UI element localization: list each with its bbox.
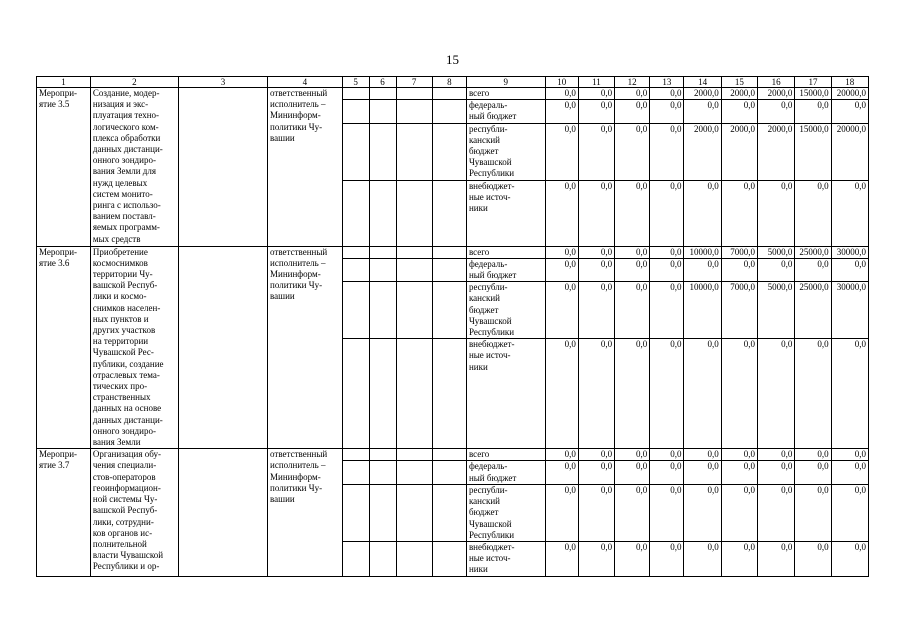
budget-value: 0,0	[615, 541, 650, 576]
column-number: 12	[615, 77, 650, 88]
budget-value: 0,0	[578, 246, 614, 258]
budget-value: 7000,0	[721, 246, 757, 258]
table-row	[37, 246, 869, 258]
budget-value: 0,0	[721, 339, 757, 449]
column-number: 13	[650, 77, 684, 88]
budget-value: 0,0	[545, 339, 578, 449]
column-number: 10	[545, 77, 578, 88]
empty-cell	[342, 339, 369, 449]
empty-cell	[432, 123, 466, 180]
budget-value: 0,0	[831, 484, 868, 541]
empty-cell	[369, 461, 396, 484]
budget-value: 0,0	[795, 100, 831, 123]
budget-value: 7000,0	[721, 282, 757, 339]
funding-source: внебюджет- ные источ- ники	[466, 541, 545, 576]
empty-cell	[432, 449, 466, 461]
budget-value: 0,0	[684, 449, 721, 461]
budget-value: 0,0	[578, 88, 614, 100]
empty-cell	[178, 449, 267, 576]
budget-value: 2000,0	[758, 88, 795, 100]
funding-source: федераль- ный бюджет	[466, 100, 545, 123]
empty-cell	[342, 282, 369, 339]
funding-source: внебюджет- ные источ- ники	[466, 339, 545, 449]
budget-value: 0,0	[650, 339, 684, 449]
column-number: 11	[578, 77, 614, 88]
budget-value: 0,0	[795, 541, 831, 576]
budget-table	[36, 76, 869, 577]
budget-value: 0,0	[684, 339, 721, 449]
budget-value: 30000,0	[831, 246, 868, 258]
budget-value: 0,0	[545, 484, 578, 541]
budget-value: 0,0	[758, 484, 795, 541]
budget-value: 0,0	[578, 282, 614, 339]
empty-cell	[432, 180, 466, 246]
event-label: Меропри- ятие 3.5	[37, 88, 91, 247]
budget-value: 0,0	[545, 246, 578, 258]
budget-value: 0,0	[758, 258, 795, 281]
budget-value: 0,0	[545, 100, 578, 123]
empty-cell	[342, 180, 369, 246]
budget-value: 0,0	[650, 449, 684, 461]
budget-value: 5000,0	[758, 246, 795, 258]
budget-value: 0,0	[650, 100, 684, 123]
budget-value: 10000,0	[684, 246, 721, 258]
budget-value: 0,0	[578, 484, 614, 541]
budget-value: 0,0	[545, 123, 578, 180]
budget-value: 25000,0	[795, 282, 831, 339]
funding-source: республи- канский бюджет Чувашской Республики	[466, 282, 545, 339]
empty-cell	[396, 246, 432, 258]
empty-cell	[432, 461, 466, 484]
empty-cell	[342, 123, 369, 180]
empty-cell	[432, 100, 466, 123]
budget-value: 5000,0	[758, 282, 795, 339]
budget-value: 0,0	[545, 258, 578, 281]
column-number: 6	[369, 77, 396, 88]
empty-cell	[432, 541, 466, 576]
budget-value: 0,0	[684, 461, 721, 484]
empty-cell	[396, 461, 432, 484]
event-executor: ответственный исполнитель – Мининформ- политики Чу- вашии	[268, 449, 343, 576]
empty-cell	[396, 258, 432, 281]
budget-value: 0,0	[650, 123, 684, 180]
event-description: Создание, модер- низация и экс- плуатация техно- логического ком- плекса обработки данных дистанци- онного зондиро- вания Земли для нужд целевых систем монито- ринга с использо- ванием поставл- яемых программ- мых средств	[90, 88, 178, 247]
budget-value: 0,0	[758, 541, 795, 576]
budget-value: 2000,0	[684, 88, 721, 100]
budget-value: 0,0	[650, 461, 684, 484]
empty-cell	[369, 258, 396, 281]
budget-value: 0,0	[578, 100, 614, 123]
budget-value: 0,0	[545, 180, 578, 246]
budget-value: 0,0	[721, 484, 757, 541]
budget-value: 2000,0	[721, 123, 757, 180]
budget-value: 0,0	[795, 449, 831, 461]
budget-value: 0,0	[684, 258, 721, 281]
budget-value: 0,0	[578, 258, 614, 281]
budget-value: 0,0	[684, 180, 721, 246]
budget-value: 0,0	[545, 461, 578, 484]
empty-cell	[369, 484, 396, 541]
funding-source: всего	[466, 246, 545, 258]
column-number: 18	[831, 77, 868, 88]
budget-value: 0,0	[721, 258, 757, 281]
column-number: 15	[721, 77, 757, 88]
empty-cell	[369, 541, 396, 576]
budget-value: 0,0	[721, 449, 757, 461]
page-number: 15	[446, 52, 459, 67]
empty-cell	[396, 88, 432, 100]
empty-cell	[432, 484, 466, 541]
event-description: Организация обу- чения специали- стов-операторов геоинформацион- ной системы Чу- вашской Респуб- лики, сотрудни- ков органов ис- полнительной власти Чувашской Республики и ор-	[90, 449, 178, 576]
budget-value: 0,0	[615, 123, 650, 180]
budget-value: 0,0	[650, 180, 684, 246]
column-number: 8	[432, 77, 466, 88]
column-number: 4	[268, 77, 343, 88]
funding-source: федераль- ный бюджет	[466, 461, 545, 484]
budget-value: 0,0	[545, 88, 578, 100]
empty-cell	[369, 100, 396, 123]
budget-value: 0,0	[758, 100, 795, 123]
funding-source: республи- канский бюджет Чувашской Республики	[466, 484, 545, 541]
empty-cell	[342, 258, 369, 281]
empty-cell	[396, 541, 432, 576]
column-number: 5	[342, 77, 369, 88]
empty-cell	[342, 100, 369, 123]
empty-cell	[342, 461, 369, 484]
budget-value: 0,0	[615, 100, 650, 123]
budget-value: 0,0	[795, 258, 831, 281]
budget-value: 0,0	[758, 449, 795, 461]
budget-value: 0,0	[721, 180, 757, 246]
budget-value: 0,0	[578, 541, 614, 576]
funding-source: республи- канский бюджет Чувашской Республики	[466, 123, 545, 180]
empty-cell	[342, 541, 369, 576]
budget-value: 0,0	[650, 258, 684, 281]
budget-value: 25000,0	[795, 246, 831, 258]
empty-cell	[342, 484, 369, 541]
budget-value: 0,0	[578, 123, 614, 180]
budget-value: 0,0	[615, 258, 650, 281]
budget-value: 30000,0	[831, 282, 868, 339]
empty-cell	[342, 88, 369, 100]
budget-value: 0,0	[684, 541, 721, 576]
budget-value: 0,0	[721, 100, 757, 123]
column-number: 17	[795, 77, 831, 88]
empty-cell	[342, 449, 369, 461]
empty-cell	[396, 180, 432, 246]
empty-cell	[178, 88, 267, 247]
budget-value: 0,0	[615, 246, 650, 258]
budget-value: 0,0	[615, 461, 650, 484]
budget-value: 0,0	[615, 484, 650, 541]
budget-value: 0,0	[758, 180, 795, 246]
budget-value: 0,0	[795, 180, 831, 246]
empty-cell	[396, 339, 432, 449]
budget-value: 10000,0	[684, 282, 721, 339]
empty-cell	[396, 449, 432, 461]
budget-value: 0,0	[650, 282, 684, 339]
budget-value: 0,0	[795, 484, 831, 541]
column-number: 14	[684, 77, 721, 88]
column-number-row	[37, 77, 869, 88]
budget-value: 0,0	[831, 541, 868, 576]
budget-value: 0,0	[721, 541, 757, 576]
empty-cell	[178, 246, 267, 449]
budget-value: 0,0	[831, 461, 868, 484]
column-number: 16	[758, 77, 795, 88]
budget-value: 0,0	[795, 339, 831, 449]
table-row	[37, 449, 869, 461]
funding-source: федераль- ный бюджет	[466, 258, 545, 281]
empty-cell	[432, 258, 466, 281]
budget-value: 0,0	[758, 339, 795, 449]
table-row	[37, 88, 869, 100]
empty-cell	[432, 246, 466, 258]
table-body	[37, 77, 869, 577]
event-label: Меропри- ятие 3.7	[37, 449, 91, 576]
budget-value: 20000,0	[831, 88, 868, 100]
budget-value: 0,0	[578, 461, 614, 484]
budget-value: 0,0	[758, 461, 795, 484]
funding-source: всего	[466, 88, 545, 100]
budget-value: 0,0	[831, 180, 868, 246]
budget-value: 0,0	[615, 180, 650, 246]
budget-value: 0,0	[615, 449, 650, 461]
budget-value: 0,0	[650, 484, 684, 541]
funding-source: внебюджет- ные источ- ники	[466, 180, 545, 246]
budget-value: 0,0	[795, 461, 831, 484]
empty-cell	[396, 282, 432, 339]
empty-cell	[396, 123, 432, 180]
column-number: 3	[178, 77, 267, 88]
budget-value: 0,0	[545, 282, 578, 339]
empty-cell	[369, 123, 396, 180]
empty-cell	[369, 282, 396, 339]
budget-value: 0,0	[615, 282, 650, 339]
budget-value: 0,0	[684, 484, 721, 541]
budget-value: 0,0	[545, 541, 578, 576]
column-number: 2	[90, 77, 178, 88]
empty-cell	[396, 484, 432, 541]
event-executor: ответственный исполнитель – Мининформ- политики Чу- вашии	[268, 88, 343, 247]
budget-value: 0,0	[615, 88, 650, 100]
empty-cell	[369, 339, 396, 449]
event-description: Приобретение космоснимков территории Чу- вашской Респуб- лики и космо- снимков населен- ных пунктов и других участков на территории Чувашской Рес- публики, создание отраслевых тема- тических про- странственных данных на основе данных дистанци- онного зондиро- вания Земли	[90, 246, 178, 449]
budget-value: 2000,0	[758, 123, 795, 180]
budget-value: 0,0	[650, 541, 684, 576]
empty-cell	[369, 449, 396, 461]
budget-value: 0,0	[578, 449, 614, 461]
empty-cell	[432, 88, 466, 100]
budget-value: 0,0	[831, 339, 868, 449]
empty-cell	[369, 180, 396, 246]
budget-value: 0,0	[650, 246, 684, 258]
budget-value: 20000,0	[831, 123, 868, 180]
budget-value: 0,0	[721, 461, 757, 484]
budget-value: 0,0	[831, 449, 868, 461]
empty-cell	[396, 100, 432, 123]
column-number: 1	[37, 77, 91, 88]
budget-value: 2000,0	[721, 88, 757, 100]
budget-value: 0,0	[578, 339, 614, 449]
budget-value: 0,0	[615, 339, 650, 449]
budget-value: 0,0	[831, 100, 868, 123]
budget-value: 0,0	[545, 449, 578, 461]
event-label: Меропри- ятие 3.6	[37, 246, 91, 449]
column-number: 7	[396, 77, 432, 88]
budget-value: 0,0	[578, 180, 614, 246]
funding-source: всего	[466, 449, 545, 461]
budget-value: 0,0	[831, 258, 868, 281]
event-executor: ответственный исполнитель – Мининформ- политики Чу- вашии	[268, 246, 343, 449]
empty-cell	[369, 246, 396, 258]
budget-value: 0,0	[684, 100, 721, 123]
empty-cell	[432, 282, 466, 339]
budget-value: 15000,0	[795, 123, 831, 180]
budget-value: 0,0	[650, 88, 684, 100]
budget-value: 15000,0	[795, 88, 831, 100]
empty-cell	[432, 339, 466, 449]
budget-value: 2000,0	[684, 123, 721, 180]
column-number: 9	[466, 77, 545, 88]
empty-cell	[342, 246, 369, 258]
empty-cell	[369, 88, 396, 100]
